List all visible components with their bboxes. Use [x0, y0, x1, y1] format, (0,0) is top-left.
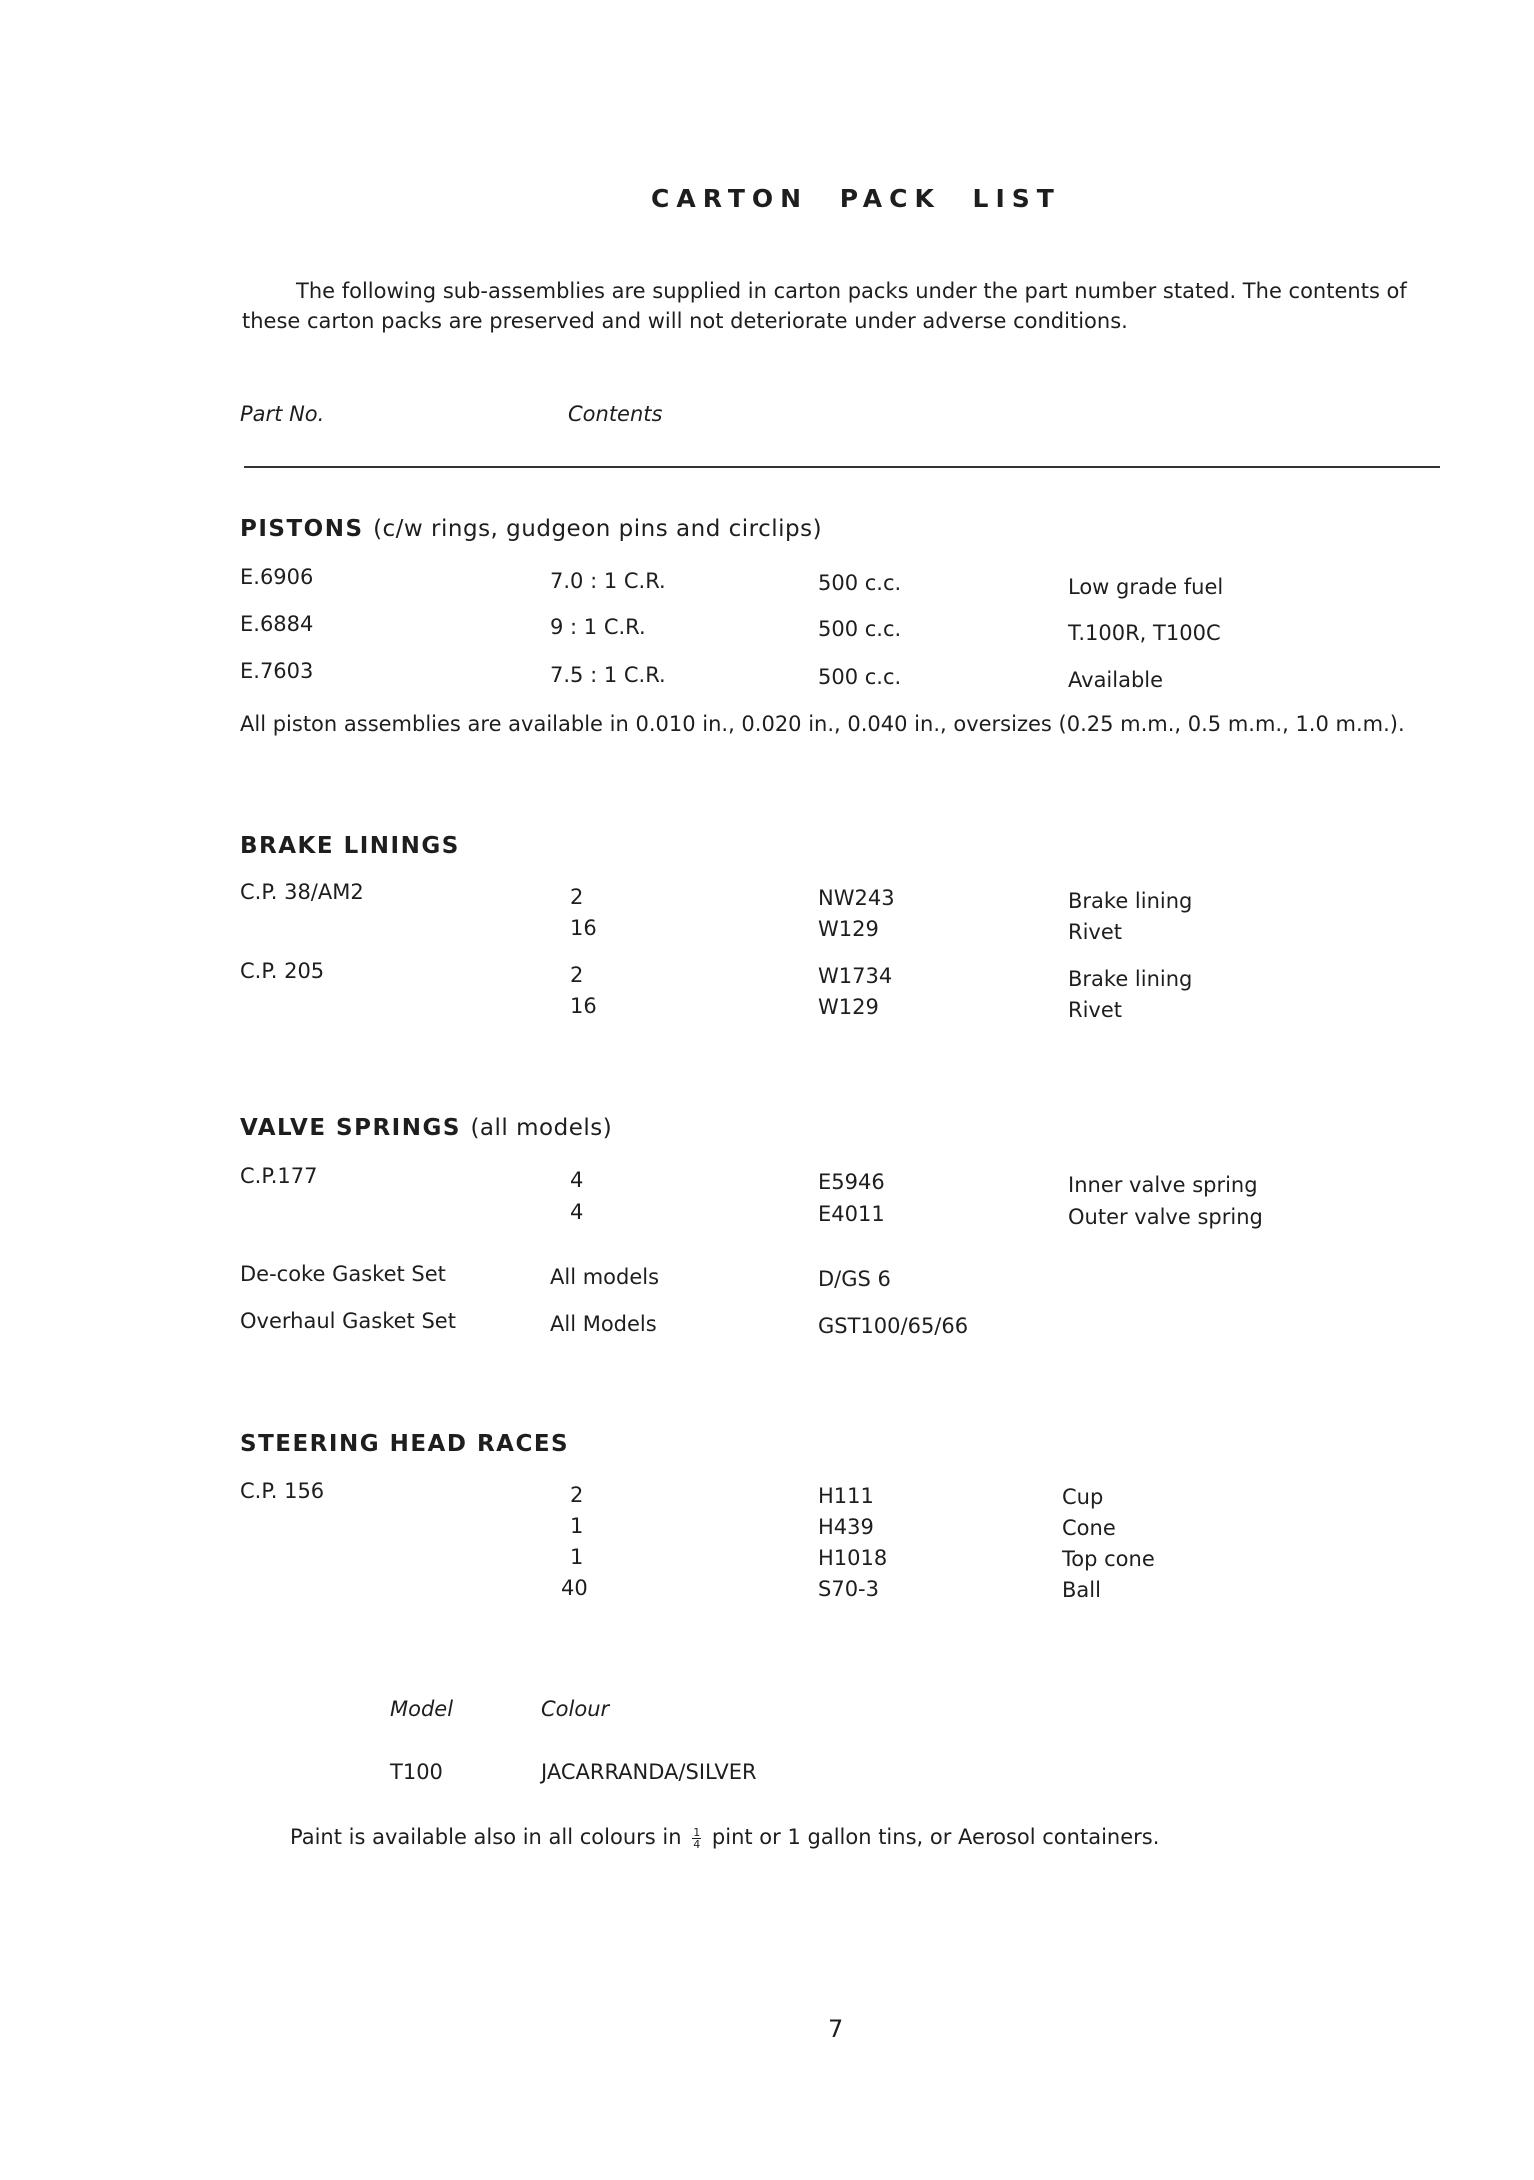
piston-note: Available [1068, 668, 1164, 692]
valve-qty: 4 [570, 1168, 584, 1192]
brake-ref: W129 [818, 917, 879, 941]
steering-desc: Cone [1062, 1516, 1116, 1540]
brake-qty: 2 [570, 963, 584, 987]
gasket-set-models: All Models [550, 1312, 657, 1336]
valve-desc: Outer valve spring [1068, 1205, 1263, 1229]
brake-ref: NW243 [818, 886, 895, 910]
brake-qty: 2 [570, 885, 584, 909]
model-value: T100 [390, 1760, 443, 1784]
page-title: CARTON PACK LIST [651, 184, 1061, 213]
brake-desc: Brake lining [1068, 889, 1193, 913]
brake-part: C.P. 38/AM2 [240, 880, 364, 904]
piston-cc: 500 c.c. [818, 617, 902, 641]
brake-part: C.P. 205 [240, 959, 325, 983]
steering-ref: H1018 [818, 1546, 888, 1570]
steering-qty: 1 [570, 1514, 584, 1538]
steering-desc: Cup [1062, 1485, 1104, 1509]
pistons-title: PISTONS [240, 516, 364, 542]
piston-cc: 500 c.c. [818, 665, 902, 689]
brake-ref: W129 [818, 995, 879, 1019]
pistons-oversize-note: All piston assemblies are available in 0.010 in., 0.020 in., 0.040 in., oversizes (0.25 m.m., 0.5 m.m., 1.0 m.m.). [240, 712, 1405, 736]
gasket-set-name: De-coke Gasket Set [240, 1262, 446, 1286]
paint-note-start: Paint is available also in all colours in [290, 1825, 682, 1849]
brake-desc: Rivet [1068, 998, 1123, 1022]
valve-desc: Inner valve spring [1068, 1173, 1258, 1197]
steering-head-heading: STEERING HEAD RACES [240, 1431, 570, 1457]
quarter-fraction [692, 1827, 701, 1850]
valve-springs-title: VALVE SPRINGS [240, 1115, 461, 1141]
piston-cc: 500 c.c. [818, 571, 902, 595]
piston-note: Low grade fuel [1068, 575, 1224, 599]
piston-ratio: 7.5 : 1 C.R. [550, 663, 666, 687]
header-rule [244, 466, 1440, 468]
piston-note: T.100R, T100C [1068, 621, 1221, 645]
intro-text: The following sub-assemblies are supplied in carton packs under the part number stated. The contents of these carton packs are preserved and will not deteriorate under adverse conditions. [242, 279, 1407, 333]
gasket-set-ref: D/GS 6 [818, 1267, 891, 1291]
colour-header: Colour [541, 1697, 610, 1721]
pistons-subtitle: (c/w rings, gudgeon pins and circlips) [373, 516, 823, 542]
steering-qty: 1 [570, 1545, 584, 1569]
steering-part: C.P. 156 [240, 1479, 325, 1503]
piston-part: E.7603 [240, 659, 314, 683]
gasket-set-ref: GST100/65/66 [818, 1314, 969, 1338]
valve-part: C.P.177 [240, 1164, 318, 1188]
paint-note-end: pint or 1 gallon tins, or Aerosol containers. [711, 1825, 1160, 1849]
valve-qty: 4 [570, 1200, 584, 1224]
piston-ratio: 7.0 : 1 C.R. [550, 569, 666, 593]
valve-springs-heading [240, 1115, 612, 1141]
fraction-denominator: 4 [693, 1837, 701, 1851]
piston-part: E.6884 [240, 612, 314, 636]
brake-qty: 16 [570, 916, 597, 940]
fraction-numerator: 1 [693, 1825, 701, 1839]
steering-qty: 40 [561, 1576, 588, 1600]
paint-note [290, 1822, 1159, 1852]
gasket-set-models: All models [550, 1265, 660, 1289]
brake-desc: Rivet [1068, 920, 1123, 944]
page-number: 7 [828, 2015, 844, 2043]
part-no-header: Part No. [240, 402, 325, 426]
brake-qty: 16 [570, 994, 597, 1018]
steering-desc: Top cone [1062, 1547, 1155, 1571]
pistons-heading [240, 516, 822, 542]
piston-part: E.6906 [240, 565, 314, 589]
steering-ref: H111 [818, 1484, 874, 1508]
steering-ref: S70-3 [818, 1577, 879, 1601]
model-header: Model [390, 1697, 454, 1721]
piston-ratio: 9 : 1 C.R. [550, 615, 646, 639]
valve-ref: E5946 [818, 1170, 885, 1194]
valve-ref: E4011 [818, 1202, 885, 1226]
steering-ref: H439 [818, 1515, 874, 1539]
contents-header: Contents [568, 402, 663, 426]
steering-qty: 2 [570, 1483, 584, 1507]
intro-paragraph [242, 276, 1442, 336]
valve-springs-subtitle: (all models) [470, 1115, 613, 1141]
gasket-set-name: Overhaul Gasket Set [240, 1309, 456, 1333]
brake-ref: W1734 [818, 964, 893, 988]
steering-desc: Ball [1062, 1578, 1101, 1602]
brake-linings-heading: BRAKE LININGS [240, 833, 460, 859]
colour-value: JACARRANDA/SILVER [541, 1760, 757, 1784]
brake-desc: Brake lining [1068, 967, 1193, 991]
